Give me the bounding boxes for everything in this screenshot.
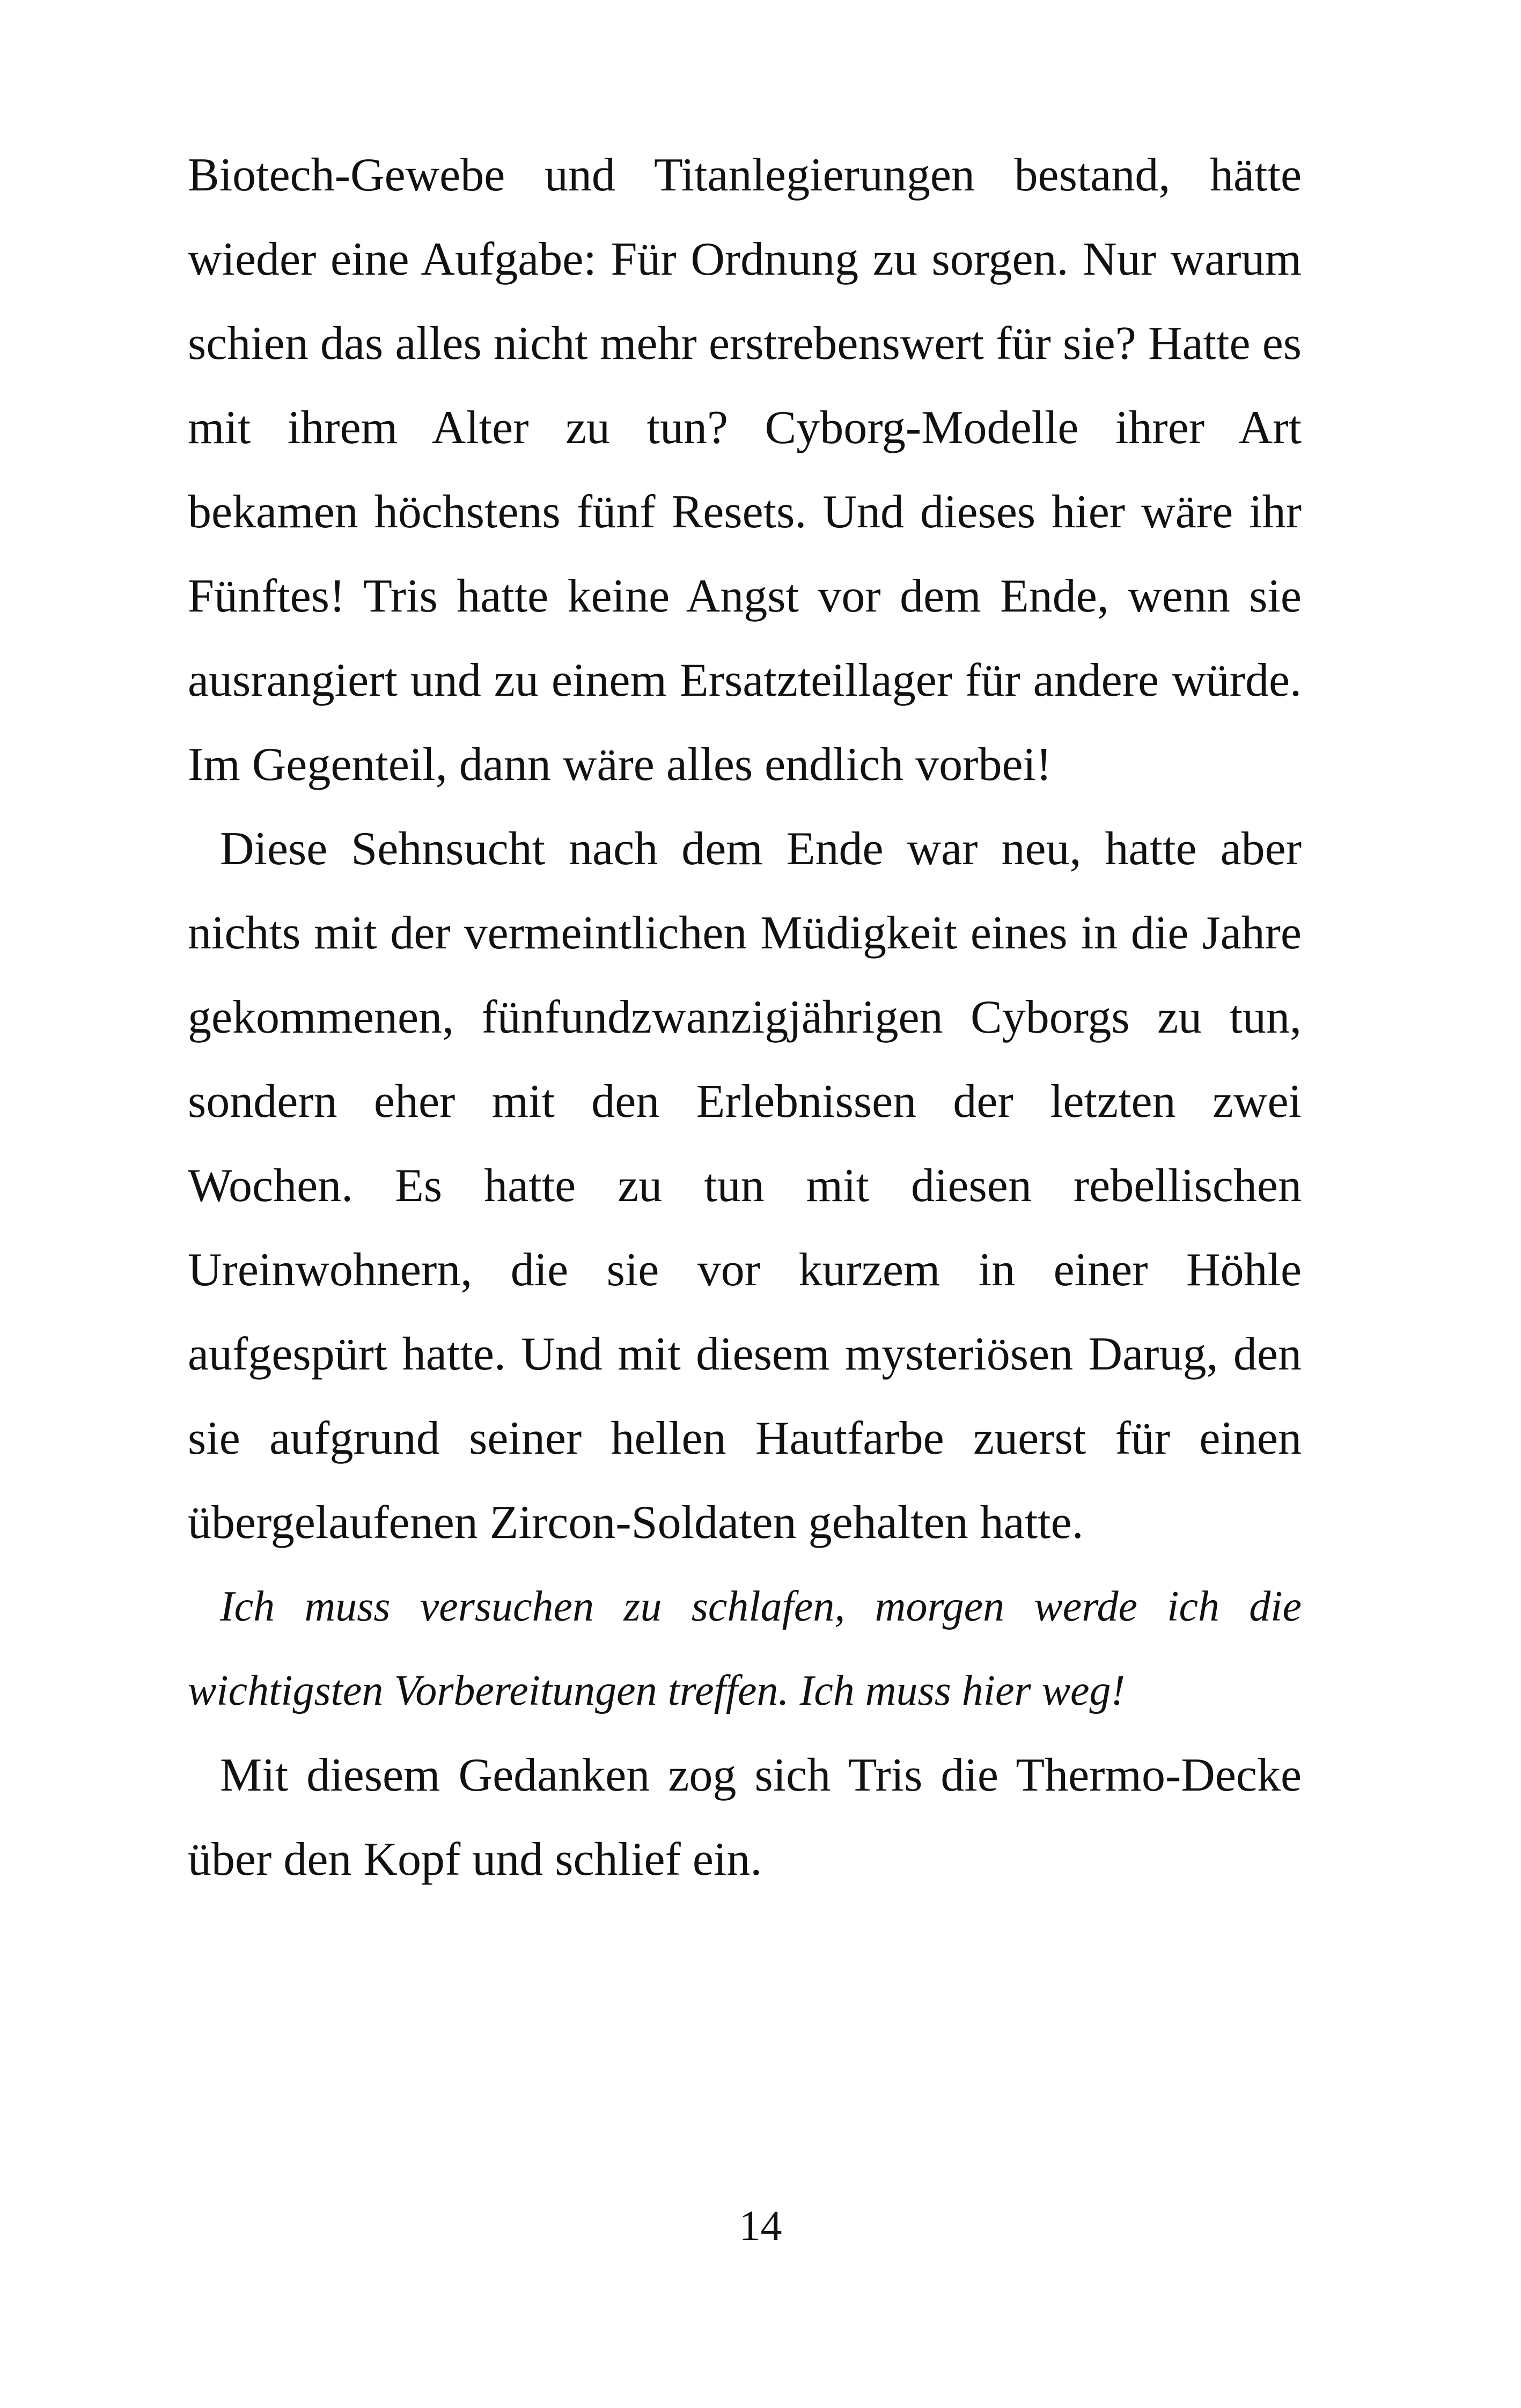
paragraph-3-thought: Ich muss versuchen zu schlafen, morgen werde ich die wichtigsten Vorbereitungen treffen. Ich muss hier weg! (188, 1583, 1302, 1714)
paragraph-2: Diese Sehnsucht nach dem Ende war neu, hatte aber nichts mit der vermeintlichen Müdigkeit eines in die Jahre gekommenen, fünfundzwanzigjährigen Cyborgs zu tun, sondern eher mit den Erlebnissen der letzten zwei Wochen. Es hatte zu tun mit diesen rebellischen Ureinwohnern, die sie vor kurzem in einer Höhle aufgespürt hatte. Und mit diesem mysteriösen Darug, den sie aufgrund seiner hellen Hautfarbe zuerst für einen übergelaufenen Zircon-Soldaten gehalten hatte. (188, 823, 1302, 1549)
paragraph-1: Biotech-Gewebe und Titanlegierungen bestand, hätte wieder eine Aufgabe: Für Ordnung zu sorgen. Nur warum schien das alles nicht mehr erstrebenswert für sie? Hatte es mit ihrem Alter zu tun? Cyborg-Modelle ihrer Art bekamen höchstens fünf Resets. Und dieses hier wäre ihr Fünftes! Tris hatte keine Angst vor dem Ende, wenn sie ausrangiert und zu einem Ersatzteillager für andere würde. Im Gegenteil, dann wäre alles endlich vorbei! (188, 149, 1302, 791)
page-body (188, 133, 1302, 1902)
paragraph-4: Mit diesem Gedanken zog sich Tris die Thermo-Decke über den Kopf und schlief ein. (188, 1749, 1302, 1886)
page-number: 14 (739, 2203, 782, 2250)
